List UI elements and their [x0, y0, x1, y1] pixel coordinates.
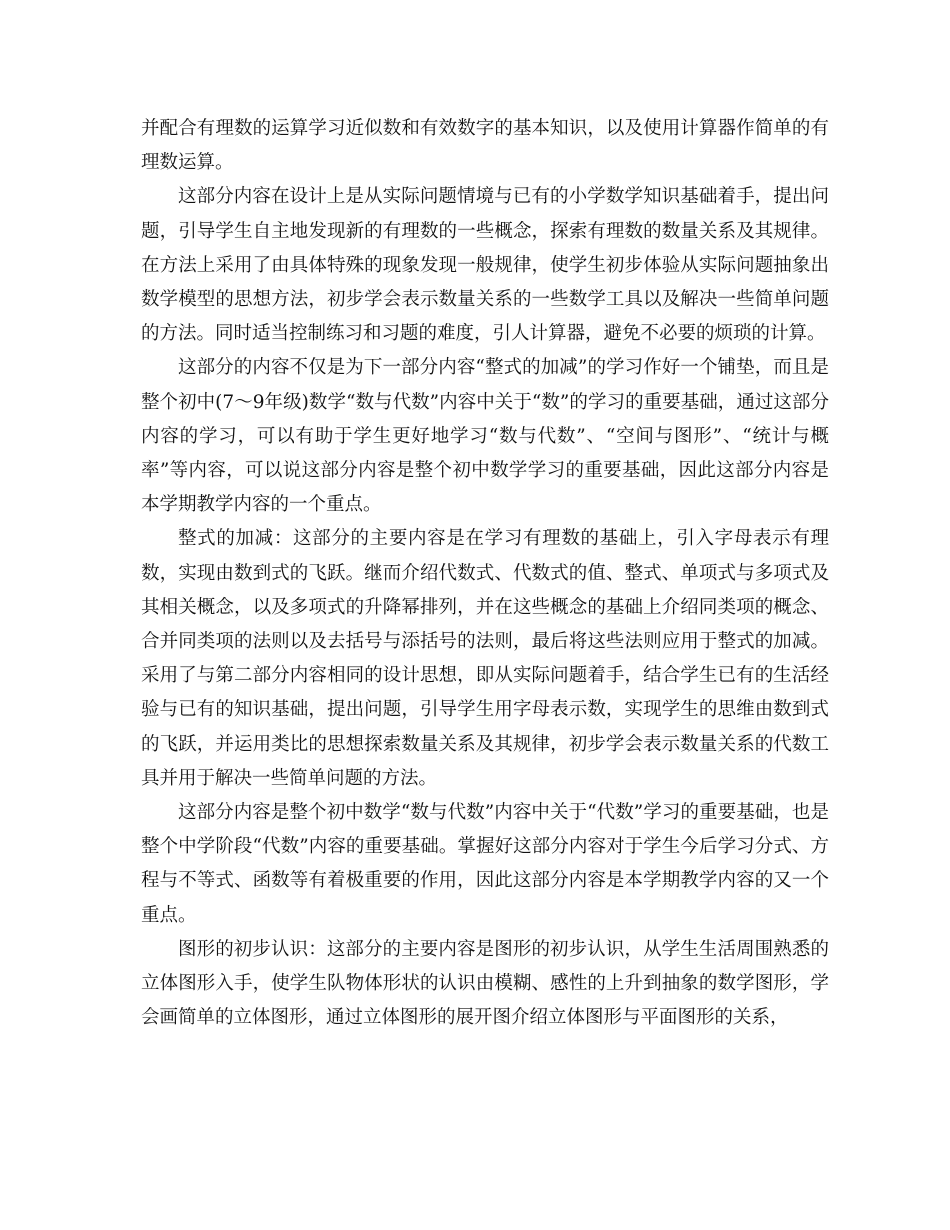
paragraph-4: 整式的加减：这部分的主要内容是在学习有理数的基础上，引入字母表示有理数，实现由数到式的飞跃。继而介绍代数式、代数式的值、整式、单项式与多项式及其相关概念，以及多项式的升降幂排列，并在这些概念的基础上介绍同类项的概念、合并同类项的法则以及去括号与添括号的法则，最后将这些法则应用于整式的加减。采用了与第二部分内容相同的设计思想，即从实际问题着手，结合学生已有的生活经验与已有的知识基础，提出问题，引导学生用字母表示数，实现学生的思维由数到式的飞跃，并运用类比的思想探索数量关系及其规律，初步学会表示数量关系的代数工具并用于解决一些简单问题的方法。 — [141, 528, 829, 789]
paragraph-5: 这部分内容是整个初中数学“数与代数”内容中关于“代数”学习的重要基础，也是整个中学阶段“代数”内容的重要基础。掌握好这部分内容对于学生今后学习分式、方程与不等式、函数等有着极重要的作用，因此这部分内容是本学期教学内容的又一个重点。 — [141, 802, 829, 926]
paragraph-3: 这部分的内容不仅是为下一部分内容“整式的加减”的学习作好一个铺垫，而且是整个初中(7～9年级)数学“数与代数”内容中关于“数”的学习的重要基础，通过这部分内容的学习，可以有助于学生更好地学习“数与代数”、“空间与图形”、“统计与概率”等内容，可以说这部分内容是整个初中数学学习的重要基础，因此这部分内容是本学期教学内容的一个重点。 — [141, 357, 829, 516]
paragraph-2: 这部分内容在设计上是从实际问题情境与已有的小学数学知识基础着手，提出问题，引导学生自主地发现新的有理数的一些概念，探索有理数的数量关系及其规律。在方法上采用了由具体特殊的现象发现一般规律，使学生初步体验从实际问题抽象出数学模型的思想方法，初步学会表示数量关系的一些数学工具以及解决一些简单问题的方法。同时适当控制练习和习题的难度，引人计算器，避免不必要的烦琐的计算。 — [141, 186, 829, 345]
paragraph-6: 图形的初步认识：这部分的主要内容是图形的初步认识，从学生生活周围熟悉的立体图形入手，使学生队物体形状的认识由模糊、感性的上升到抽象的数学图形，学会画简单的立体图形，通过立体图形的展开图介绍立体图形与平面图形的关系， — [141, 938, 829, 1029]
paragraph-1: 并配合有理数的运算学习近似数和有效数字的基本知识，以及使用计算器作简单的有理数运算。 — [141, 118, 829, 174]
